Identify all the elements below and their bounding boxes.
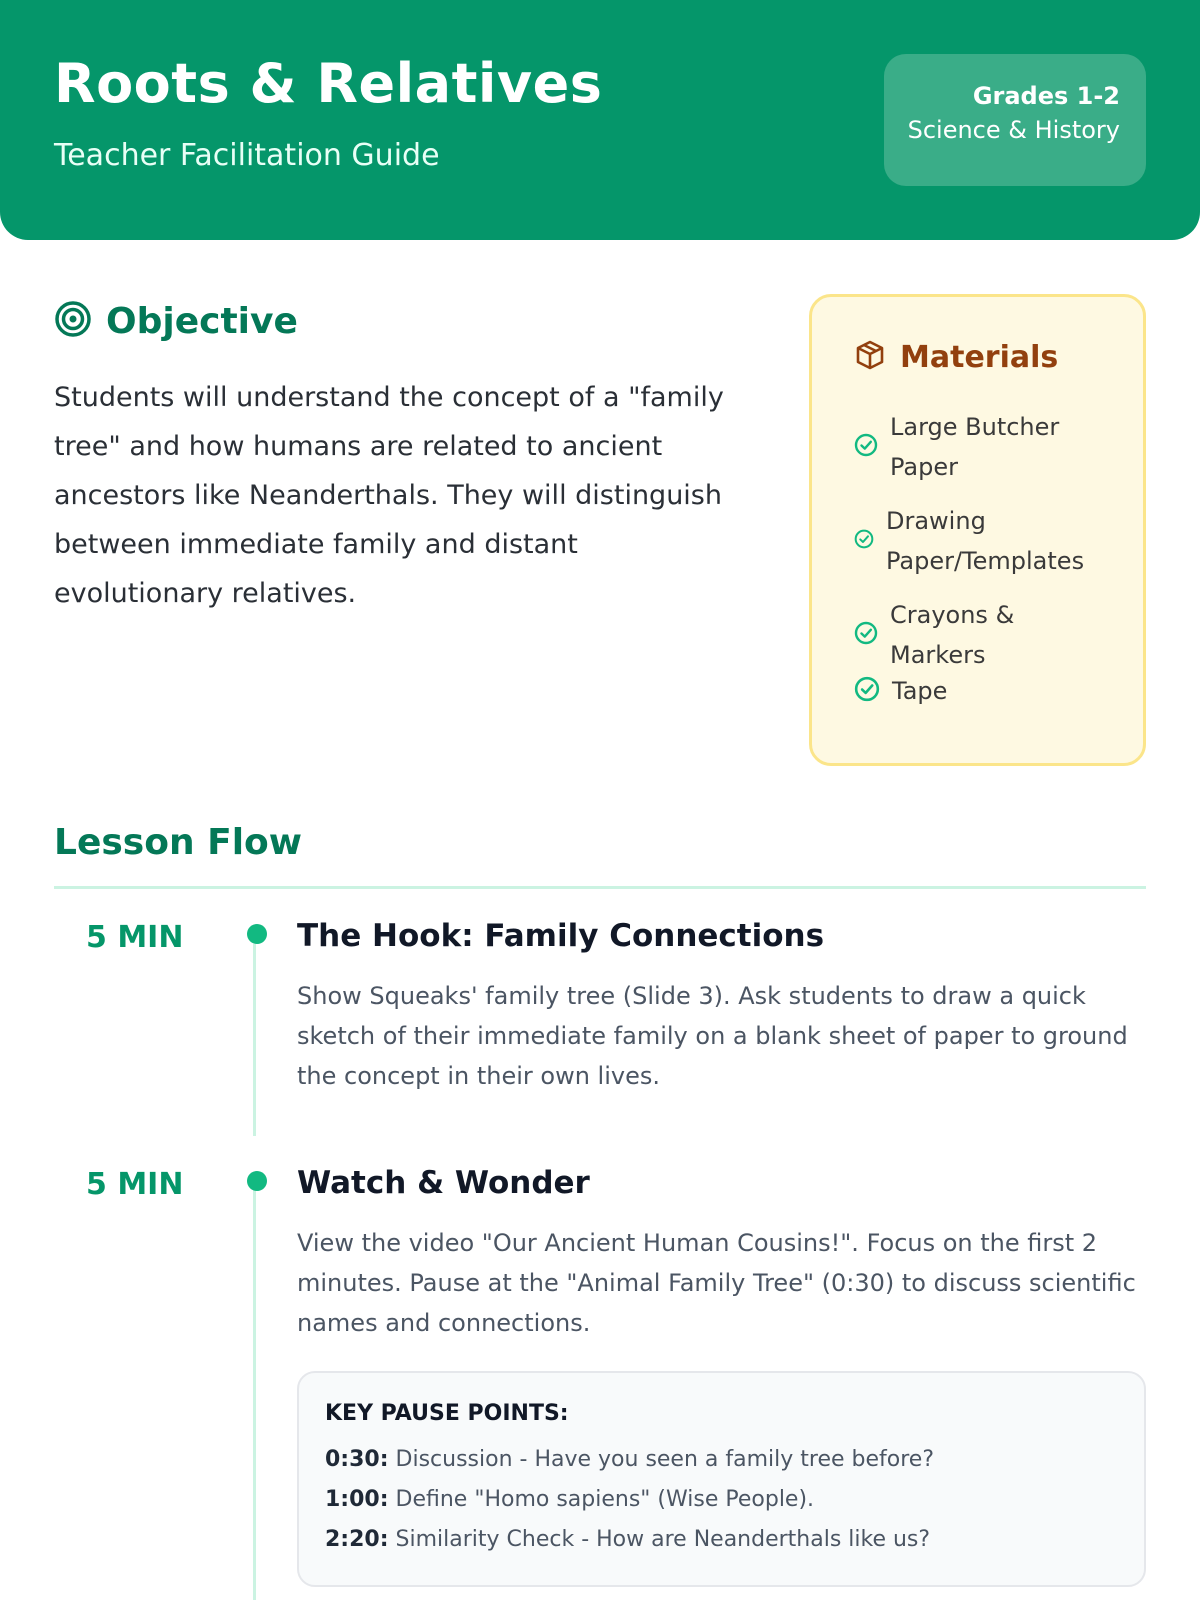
section-divider <box>54 886 1146 889</box>
step-description: View the video "Our Ancient Human Cousins!". Focus on the first 2 minutes. Pause at the "Animal Family Tree" (0:30) to discuss scientific names and connections. <box>297 1229 1136 1337</box>
grade-level: Grades 1-2 <box>972 82 1120 110</box>
objective-title: Objective <box>106 300 298 342</box>
step-duration: 5 MIN <box>86 920 184 955</box>
timeline-dot <box>247 1171 267 1191</box>
pause-points-title: KEY PAUSE POINTS: <box>325 1401 569 1426</box>
step-title: The Hook: Family Connections <box>297 918 825 954</box>
pause-text: Similarity Check - How are Neanderthals like us? <box>395 1527 931 1552</box>
check-circle-icon <box>854 529 874 553</box>
pause-text: Discussion - Have you seen a family tree before? <box>395 1447 935 1472</box>
pause-point <box>325 1480 1118 1520</box>
grade-badge <box>884 54 1146 186</box>
material-item <box>854 501 1136 581</box>
material-item <box>854 671 947 711</box>
pause-timestamp: 2:20: <box>325 1527 389 1552</box>
check-circle-icon <box>854 621 878 649</box>
material-label: Large Butcher Paper <box>890 413 1060 481</box>
page-subtitle: Teacher Facilitation Guide <box>54 138 440 173</box>
pause-timestamp: 0:30: <box>325 1447 389 1472</box>
material-item <box>854 407 1110 487</box>
check-circle-icon <box>854 433 878 461</box>
materials-heading <box>854 339 1058 375</box>
step-description: Show Squeaks' family tree (Slide 3). Ask students to draw a quick sketch of their immediate family on a blank sheet of paper to ground the concept in their own lives. <box>297 982 1128 1090</box>
timeline-dot <box>247 924 267 944</box>
materials-title: Materials <box>900 339 1059 375</box>
header-banner <box>0 0 1200 240</box>
material-label: Drawing Paper/Templates <box>886 507 1085 575</box>
pause-point <box>325 1520 1118 1560</box>
step-title: Watch & Wonder <box>297 1165 590 1201</box>
pause-timestamp: 1:00: <box>325 1487 389 1512</box>
subject-label: Science & History <box>907 115 1120 144</box>
materials-card <box>809 294 1146 766</box>
timeline-line <box>253 1190 256 1600</box>
material-label: Crayons & Markers <box>890 601 1015 669</box>
timeline-line <box>253 944 256 1136</box>
pause-text: Define "Homo sapiens" (Wise People). <box>395 1487 815 1512</box>
target-icon <box>54 300 92 342</box>
objective-heading <box>54 296 298 346</box>
box-icon <box>854 339 886 375</box>
step-duration: 5 MIN <box>86 1167 184 1202</box>
material-label: Tape <box>892 677 948 705</box>
check-circle-icon <box>854 676 880 706</box>
lesson-flow-title: Lesson Flow <box>54 822 303 863</box>
material-item <box>854 595 1070 675</box>
pause-point <box>325 1440 1118 1480</box>
pause-points-box <box>297 1371 1146 1587</box>
objective-text: Students will understand the concept of a "family tree" and how humans are related to ancient ancestors like Neanderthals. They will distinguish between immediate family and distant evolutionary relatives. <box>54 382 724 609</box>
page-title: Roots & Relatives <box>54 52 603 115</box>
